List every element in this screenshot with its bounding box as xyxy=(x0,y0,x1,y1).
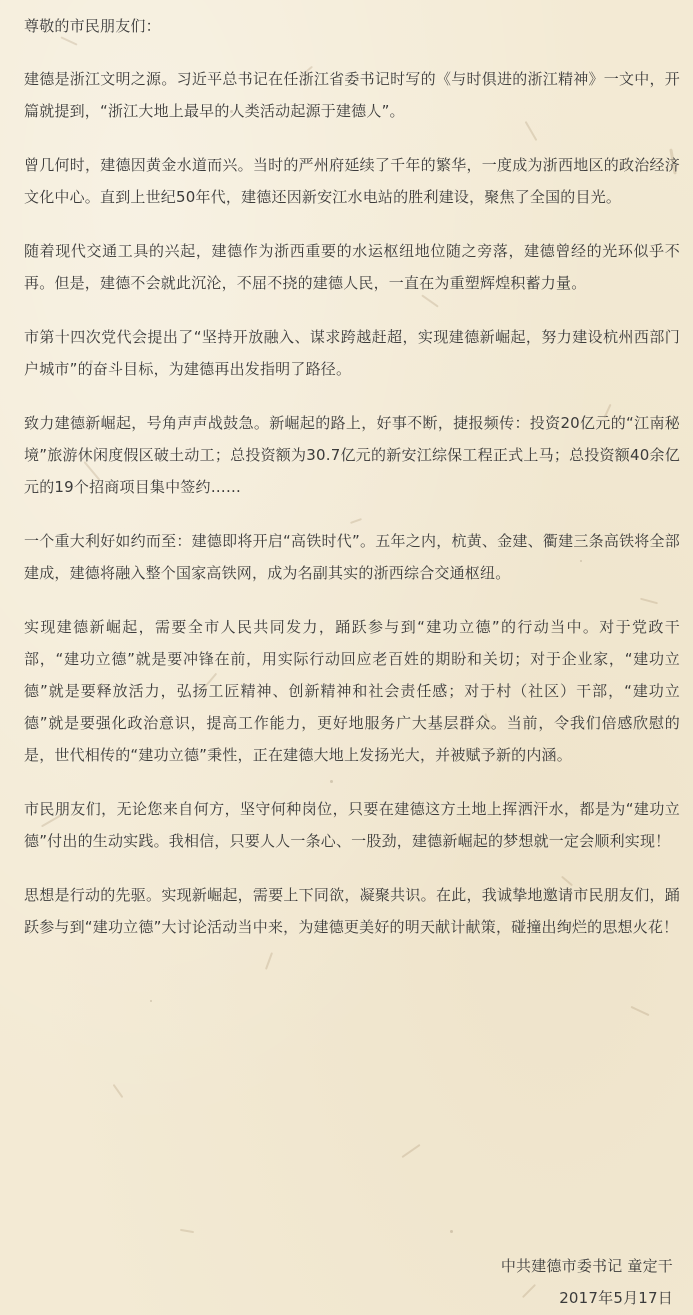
paper-fiber xyxy=(522,1284,536,1298)
letter-paragraph: 随着现代交通工具的兴起，建德作为浙西重要的水运枢纽地位随之旁落，建德曾经的光环似乎不再。但是，建德不会就此沉沦，不屈不挠的建德人民，一直在为重塑辉煌积蓄力量。 xyxy=(24,242,680,292)
letter-paragraph: 市第十四次党代会提出了“坚持开放融入、谋求跨越赶超，实现建德新崛起，努力建设杭州西部门户城市”的奋斗目标，为建德再出发指明了路径。 xyxy=(24,328,680,378)
paper-speck xyxy=(150,1000,152,1002)
paper-fiber xyxy=(180,1229,194,1233)
paper-speck xyxy=(450,1230,453,1233)
letter-paragraph: 市民朋友们，无论您来自何方，坚守何种岗位，只要在建德这方土地上挥洒汗水，都是为“建功立德”付出的生动实践。我相信，只要人人一条心、一股劲，建德新崛起的梦想就一定会顺利实现！ xyxy=(24,800,680,850)
letter-paragraph: 致力建德新崛起，号角声声战鼓急。新崛起的路上，好事不断，捷报频传：投资20亿元的“江南秘境”旅游休闲度假区破土动工；总投资额为30.7亿元的新安江综保工程正式上马；总投资额40余亿元的19个招商项目集中签约…… xyxy=(24,414,680,496)
letter-paragraph: 一个重大利好如约而至：建德即将开启“高铁时代”。五年之内，杭黄、金建、衢建三条高铁将全部建成，建德将融入整个国家高铁网，成为名副其实的浙西综合交通枢纽。 xyxy=(24,532,680,582)
paper-fiber xyxy=(113,1084,124,1098)
letter-paragraph: 建德是浙江文明之源。习近平总书记在任浙江省委书记时写的《与时俱进的浙江精神》一文中，开篇就提到，“浙江大地上最早的人类活动起源于建德人”。 xyxy=(24,70,680,120)
letter-paragraph: 曾几何时，建德因黄金水道而兴。当时的严州府延续了千年的繁华，一度成为浙西地区的政治经济文化中心。直到上世纪50年代，建德还因新安江水电站的胜利建设，聚焦了全国的目光。 xyxy=(24,156,680,206)
letter-paragraph: 实现建德新崛起，需要全市人民共同发力，踊跃参与到“建功立德”的行动当中。对于党政干部，“建功立德”就是要冲锋在前，用实际行动回应老百姓的期盼和关切；对于企业家，“建功立德”就是要释放活力，弘扬工匠精神、创新精神和社会责任感；对于村（社区）干部，“建功立德”就是要强化政治意识，提高工作能力，更好地服务广大基层群众。当前，令我们倍感欣慰的是，世代相传的“建功立德”秉性，正在建德大地上发扬光大，并被赋予新的内涵。 xyxy=(24,618,680,764)
paper-fiber xyxy=(401,1144,420,1158)
letter-paragraph: 思想是行动的先驱。实现新崛起，需要上下同欲，凝聚共识。在此，我诚挚地邀请市民朋友们，踊跃参与到“建功立德”大讨论活动当中来，为建德更美好的明天献计献策，碰撞出绚烂的思想火花！ xyxy=(24,886,680,936)
letter-body xyxy=(24,10,680,965)
letter-signature: 中共建德市委书记 童定干 xyxy=(500,1257,673,1275)
paper-fiber xyxy=(631,1006,650,1016)
letter-greeting: 尊敬的市民朋友们： xyxy=(24,17,161,35)
letter-date: 2017年5月17日 xyxy=(559,1289,673,1307)
